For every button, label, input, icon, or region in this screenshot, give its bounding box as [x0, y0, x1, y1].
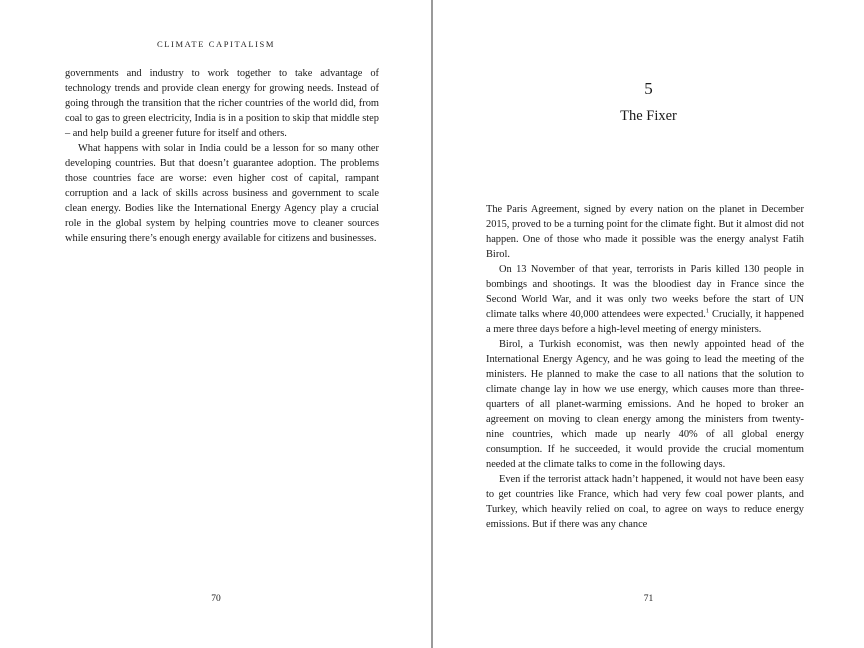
right-body-text — [486, 202, 804, 532]
paragraph-text: On 13 November of that year, terrorists in Paris killed 130 people in bombings and shootings. It was the bloodiest day in France since the Second World War, and it was only two weeks before the start of UN climate talks where 40,000 attendees were expected. — [486, 264, 804, 320]
paragraph: What happens with solar in India could be a lesson for so many other developing countries. But that doesn’t guarantee adoption. The problems those countries face are worse: even higher cost of capital, rampant corruption and a lack of skills across business and government to scale clean energy. Bodies like the International Energy Agency play a crucial role in the global system by helping countries move to cleaner sources while ensuring there’s enough energy available for citizens and businesses. — [65, 143, 379, 244]
paragraph: Even if the terrorist attack hadn’t happened, it would not have been easy to get countries like France, which had very few coal power plants, and Turkey, which heavily relied on coal, to agree on ways to reduce energy emissions. But if there was any chance — [486, 474, 804, 530]
running-head: CLIMATE CAPITALISM — [156, 39, 276, 49]
paragraph: governments and industry to work together to take advantage of technology trends and provide clean energy for growing needs. Instead of going through the transition that the richer countries of the world did, from coal to gas to green electricity, India is in a position to skip that middle step – and help build a greener future for itself and others. — [65, 68, 379, 139]
chapter-number: 5 — [644, 79, 653, 98]
left-body-text — [65, 66, 379, 246]
page-number: 71 — [643, 594, 654, 604]
paragraph: The Paris Agreement, signed by every nation on the planet in December 2015, proved to be a turning point for the climate fight. But it almost did not happen. One of those who made it possible was the energy analyst Fatih Birol. — [486, 204, 804, 260]
footnote-marker[interactable]: 1 — [705, 307, 710, 315]
chapter-title: The Fixer — [620, 108, 677, 124]
paragraph — [486, 262, 804, 337]
paragraph: Birol, a Turkish economist, was then newly appointed head of the International Energy Agency, and he was going to lead the meeting of the ministers. He planned to make the case to all nations that the solution to climate change lay in how we use energy, which causes more than three-quarters of all planet-warming emissions. And he hoped to broker an agreement on moving to clean energy among the ministers from twenty-nine countries, which made up nearly 40% of all global energy consumption. If he succeeded, it would provide the crucial momentum needed at the climate talks to come in the following days. — [486, 339, 804, 470]
right-page — [433, 0, 864, 648]
paragraph-text: Crucially, it happened a mere three days before a high-level meeting of energy ministers. — [486, 309, 805, 335]
page-number: 70 — [211, 594, 221, 604]
